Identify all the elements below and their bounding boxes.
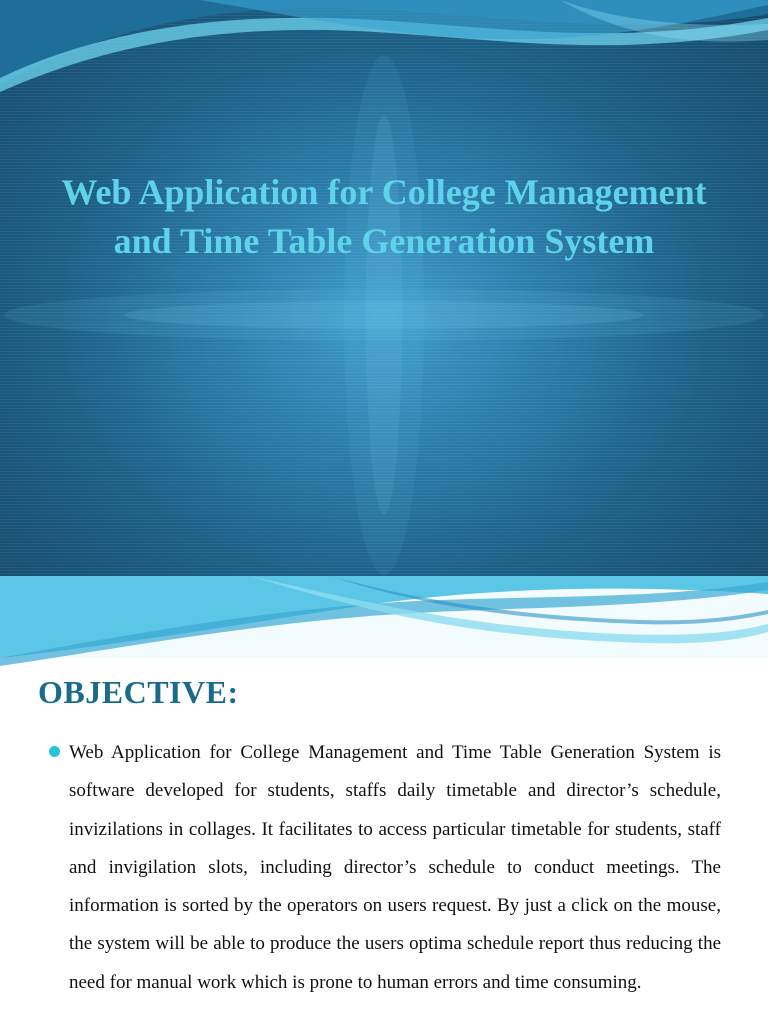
slide-title <box>0 168 768 266</box>
objective-bullet-text: Web Application for College Management and Time Table Generation System is software developed for students, staffs daily timetable and director’s schedule, invizilations in collages. It facilitates to access particular timetable for students, staff and invigilation slots, including director’s schedule to conduct meetings. The information is sorted by the operators on users request. By just a click on the mouse, the system will be able to produce the users optima schedule report thus reducing the need for manual work which is prone to human errors and time consuming. <box>69 742 721 993</box>
objective-slide <box>0 576 768 1024</box>
title-line-1: Web Application for College Management <box>61 172 707 212</box>
title-line-2: and Time Table Generation System <box>113 221 655 261</box>
objective-heading: OBJECTIVE: <box>38 674 239 710</box>
bullet-dot-icon <box>49 746 60 757</box>
